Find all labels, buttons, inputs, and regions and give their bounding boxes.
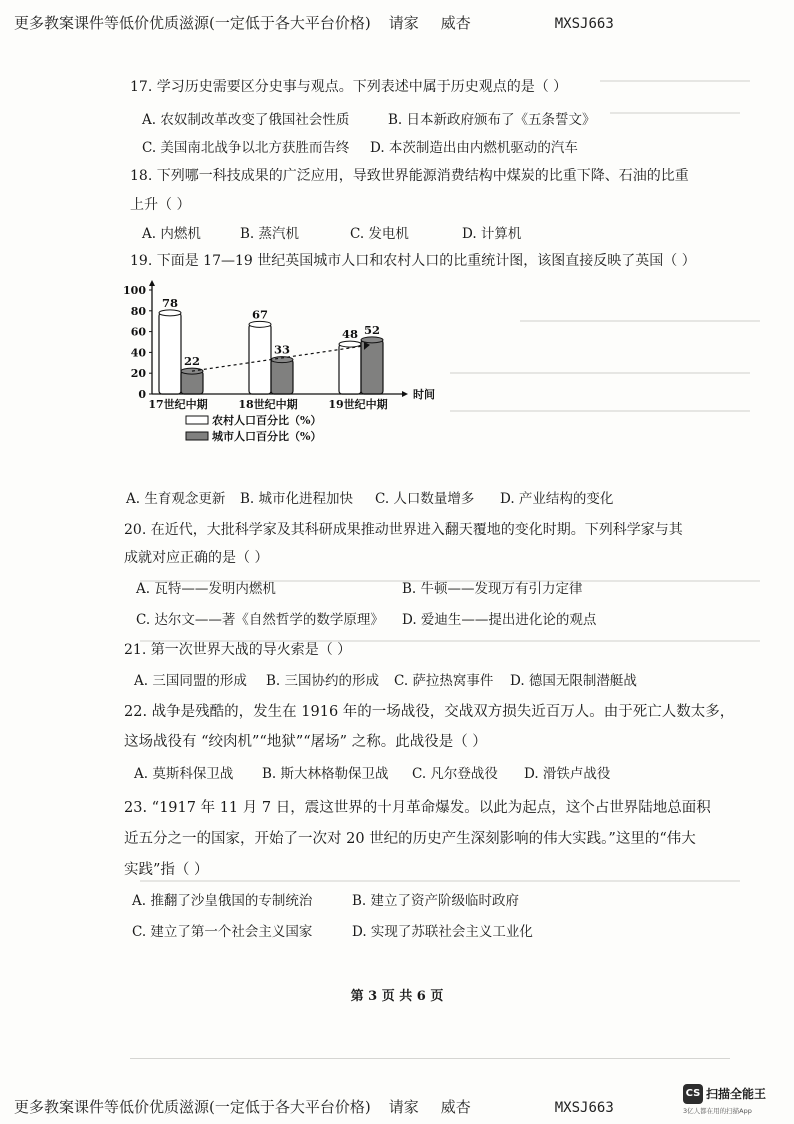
q23-stem-line3: 实践”指（ ） xyxy=(124,862,209,878)
category-label: 17世纪中期 xyxy=(148,398,208,411)
bleed-mark xyxy=(140,880,740,882)
q23-option-a: A. 推翻了沙皇俄国的专制统治 xyxy=(132,893,313,909)
q21-stem: 21. 第一次世界大战的导火索是（ ） xyxy=(124,642,352,658)
banner-name: 威杏 xyxy=(440,1098,471,1116)
q20-stem-line2: 成就对应正确的是（ ） xyxy=(124,550,269,566)
q19-stem: 19. 下面是 17—19 世纪英国城市人口和农村人口的比重统计图，该图直接反映了英国（ ） xyxy=(130,253,696,269)
q18-option-c: C. 发电机 xyxy=(350,226,409,242)
q23-option-b: B. 建立了资产阶级临时政府 xyxy=(352,893,520,909)
bleed-mark xyxy=(520,320,760,322)
q21-option-d: D. 德国无限制潜艇战 xyxy=(510,673,637,689)
q17-option-c: C. 美国南北战争以北方获胜而告终 xyxy=(142,140,350,156)
q20-stem-line1: 20. 在近代，大批科学家及其科研成果推动世界进入翻天覆地的变化时期。下列科学家与其 xyxy=(124,522,683,538)
rural-bar xyxy=(339,344,361,394)
page-number: 第 3 页 共 6 页 xyxy=(350,989,444,1004)
q19-option-a: A. 生育观念更新 xyxy=(126,491,226,507)
q22-option-a: A. 莫斯科保卫战 xyxy=(134,766,234,782)
y-tick-label: 60 xyxy=(130,325,146,339)
y-tick-label: 80 xyxy=(130,304,146,318)
rural-data-label: 48 xyxy=(341,327,359,342)
q20-option-d: D. 爱迪生——提出进化论的观点 xyxy=(402,612,597,628)
banner-text: 更多教案课件等低价优质滋源(一定低于各大平台价格) xyxy=(14,14,371,32)
q23-option-c: C. 建立了第一个社会主义国家 xyxy=(132,924,313,940)
q19-option-d: D. 产业结构的变化 xyxy=(500,491,614,507)
q18-stem-line2: 上升（ ） xyxy=(130,197,191,213)
bleed-mark xyxy=(450,372,750,374)
q17-option-d: D. 本茨制造出由内燃机驱动的汽车 xyxy=(370,140,578,156)
rural-bar-top xyxy=(249,321,271,327)
banner-text: 更多教案课件等低价优质滋源(一定低于各大平台价格) xyxy=(14,1098,371,1116)
urban-bar xyxy=(271,360,293,394)
q22-option-b: B. 斯大林格勒保卫战 xyxy=(262,766,389,782)
rural-bar-top xyxy=(159,310,181,316)
q22-option-c: C. 凡尔登战役 xyxy=(412,766,498,782)
q20-option-a: A. 瓦特——发明内燃机 xyxy=(136,581,276,597)
legend-label-urban: 城市人口百分比（%） xyxy=(212,430,322,443)
rural-bar xyxy=(159,313,181,394)
legend-swatch-rural xyxy=(186,416,208,424)
q20-option-c: C. 达尔文——著《自然哲学的数学原理》 xyxy=(136,612,384,628)
q21-option-a: A. 三国同盟的形成 xyxy=(134,673,247,689)
q19-option-c: C. 人口数量增多 xyxy=(375,491,475,507)
q21-option-c: C. 萨拉热窝事件 xyxy=(394,673,494,689)
urban-data-label: 52 xyxy=(363,322,381,337)
y-tick-label: 20 xyxy=(130,367,146,381)
legend-swatch-urban xyxy=(186,432,208,440)
q18-stem-line1: 18. 下列哪一科技成果的广泛应用，导致世界能源消费结构中煤炭的比重下降、石油的比重 xyxy=(130,168,689,184)
category-label: 18世纪中期 xyxy=(238,398,298,411)
rural-data-label: 78 xyxy=(161,295,179,310)
q23-stem-line1: 23. “1917 年 11 月 7 日，震这世界的十月革命爆发。以此为起点，这个占世界陆地总面积 xyxy=(124,800,711,816)
banner-code: MXSJ663 xyxy=(554,16,614,32)
rural-data-label: 67 xyxy=(251,307,269,322)
category-label: 19世纪中期 xyxy=(328,398,388,411)
q21-option-b: B. 三国协约的形成 xyxy=(266,673,380,689)
q19-option-b: B. 城市化进程加快 xyxy=(240,491,354,507)
q18-option-a: A. 内燃机 xyxy=(142,226,201,242)
q17-option-b: B. 日本新政府颁布了《五条誓文》 xyxy=(388,112,596,128)
q22-option-d: D. 滑铁卢战役 xyxy=(524,766,611,782)
urban-data-label: 22 xyxy=(183,354,201,369)
divider xyxy=(130,1058,730,1059)
population-chart xyxy=(112,278,452,448)
banner-name: 威杏 xyxy=(440,14,471,32)
scanner-logo xyxy=(683,1083,785,1115)
q23-stem-line2: 近五分之一的国家，开始了一次对 20 世纪的历史产生深刻影响的伟大实践。”这里的“伟大 xyxy=(124,831,696,847)
urban-data-label: 33 xyxy=(273,342,291,357)
bleed-mark xyxy=(450,410,750,412)
rural-bar xyxy=(249,324,271,394)
bleed-mark xyxy=(600,80,750,82)
banner-code: MXSJ663 xyxy=(554,1100,614,1116)
q23-option-d: D. 实现了苏联社会主义工业化 xyxy=(352,924,533,940)
q22-stem-line1: 22. 战争是残酷的，发生在 1916 年的一场战役，交战双方损失近百万人。由于死亡人数太多， xyxy=(124,704,735,720)
legend-label-rural: 农村人口百分比（%） xyxy=(212,414,322,427)
rural-bar-top xyxy=(339,341,361,347)
y-tick-label: 40 xyxy=(130,346,146,360)
q18-option-d: D. 计算机 xyxy=(462,226,522,242)
y-axis-arrow xyxy=(149,280,155,286)
x-axis-label: 时间 xyxy=(413,388,435,401)
top-banner xyxy=(14,12,614,33)
bleed-mark xyxy=(610,112,740,114)
scanner-badge: CS xyxy=(683,1084,703,1104)
bottom-banner xyxy=(14,1096,614,1117)
q17-stem: 17. 学习历史需要区分史事与观点。下列表述中属于历史观点的是（ ） xyxy=(130,79,568,95)
scanner-tagline: 3亿人都在用的扫描App xyxy=(683,1106,752,1115)
q20-option-b: B. 牛顿——发现万有引力定律 xyxy=(402,581,583,597)
banner-please: 请家 xyxy=(388,14,419,32)
y-tick-label: 0 xyxy=(138,388,146,401)
y-tick-label: 100 xyxy=(123,284,146,297)
urban-bar-top xyxy=(361,337,383,343)
scanner-name: 扫描全能王 xyxy=(706,1087,767,1101)
banner-please: 请家 xyxy=(388,1098,419,1116)
q17-option-a: A. 农奴制改革改变了俄国社会性质 xyxy=(142,112,350,128)
q22-stem-line2: 这场战役有 “绞肉机”“地狱”“屠场” 之称。此战役是（ ） xyxy=(124,734,487,750)
q18-option-b: B. 蒸汽机 xyxy=(240,226,300,242)
x-axis-arrow xyxy=(402,391,408,397)
